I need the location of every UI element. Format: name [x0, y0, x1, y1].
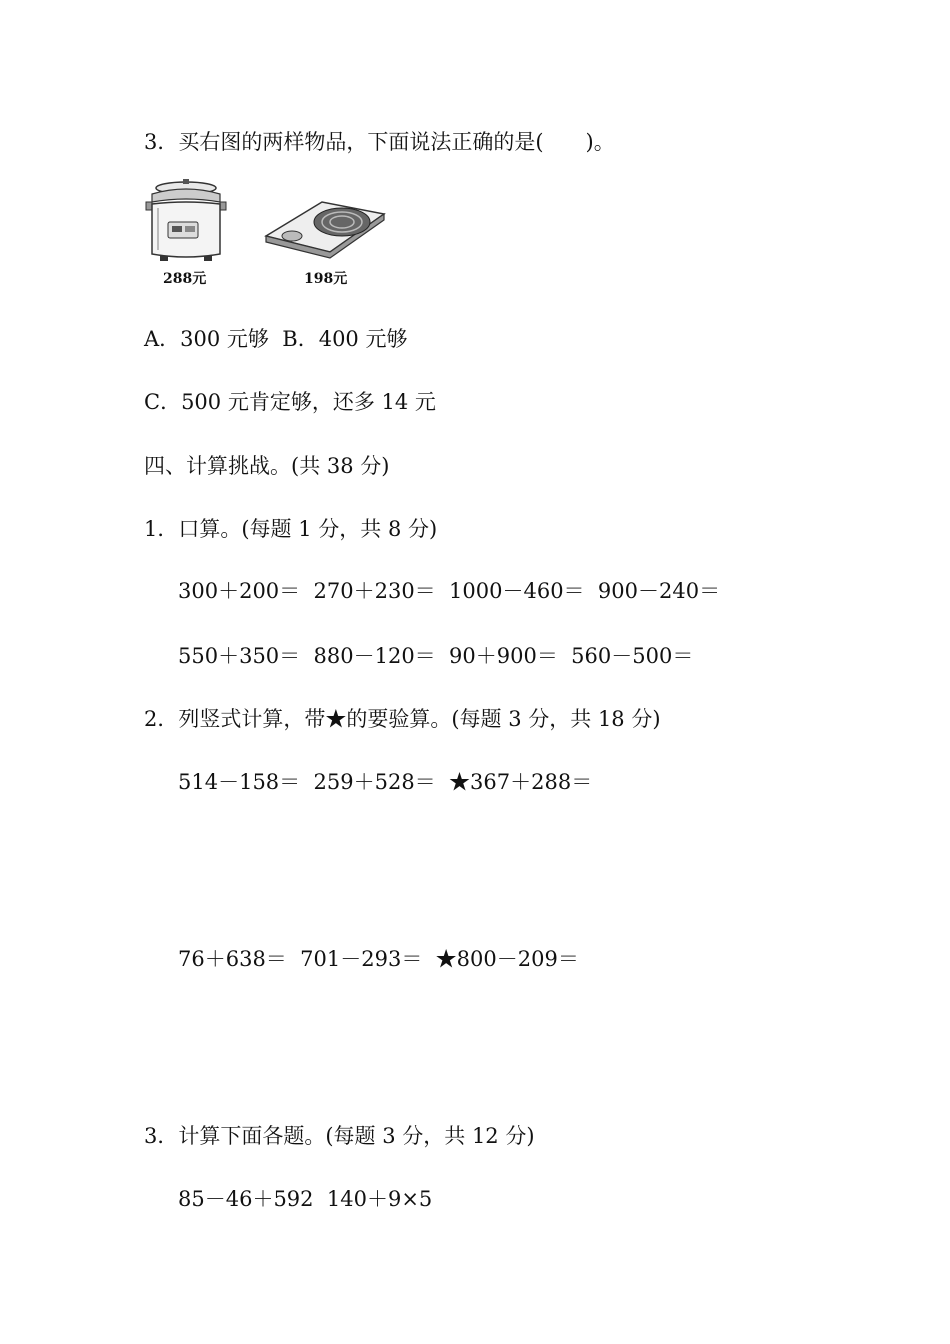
rice-cooker-price: 288元: [163, 271, 207, 287]
question-3-stem: 3．买右图的两样物品，下面说法正确的是( )。: [144, 130, 615, 154]
vertical-calc-row-1: 514－158＝ 259＋528＝ ★367＋288＝: [178, 770, 593, 794]
oral-calc-row-2: 550＋350＝ 880－120＝ 90＋900＝ 560－500＝: [178, 644, 694, 668]
induction-cooker-image: [262, 196, 388, 262]
oral-calc-row-1: 300＋200＝ 270＋230＝ 1000－460＝ 900－240＝: [178, 579, 721, 603]
vertical-calc-row-2: 76＋638＝ 701－293＝ ★800－209＝: [178, 947, 579, 971]
part-3-title: 3．计算下面各题。(每题 3 分，共 12 分): [144, 1124, 535, 1148]
options-a-b: A．300 元够 B．400 元够: [144, 327, 408, 351]
induction-cooker-price: 198元: [304, 271, 348, 287]
section-4-title: 四、计算挑战。(共 38 分): [144, 454, 390, 478]
option-c: C．500 元肯定够，还多 14 元: [144, 390, 436, 414]
part-1-title: 1．口算。(每题 1 分，共 8 分): [144, 517, 438, 541]
part-2-title: 2．列竖式计算，带★的要验算。(每题 3 分，共 18 分): [144, 707, 661, 731]
rice-cooker-image: [140, 176, 232, 266]
mixed-calc-row-1: 85－46＋592 140＋9×5: [178, 1187, 433, 1211]
